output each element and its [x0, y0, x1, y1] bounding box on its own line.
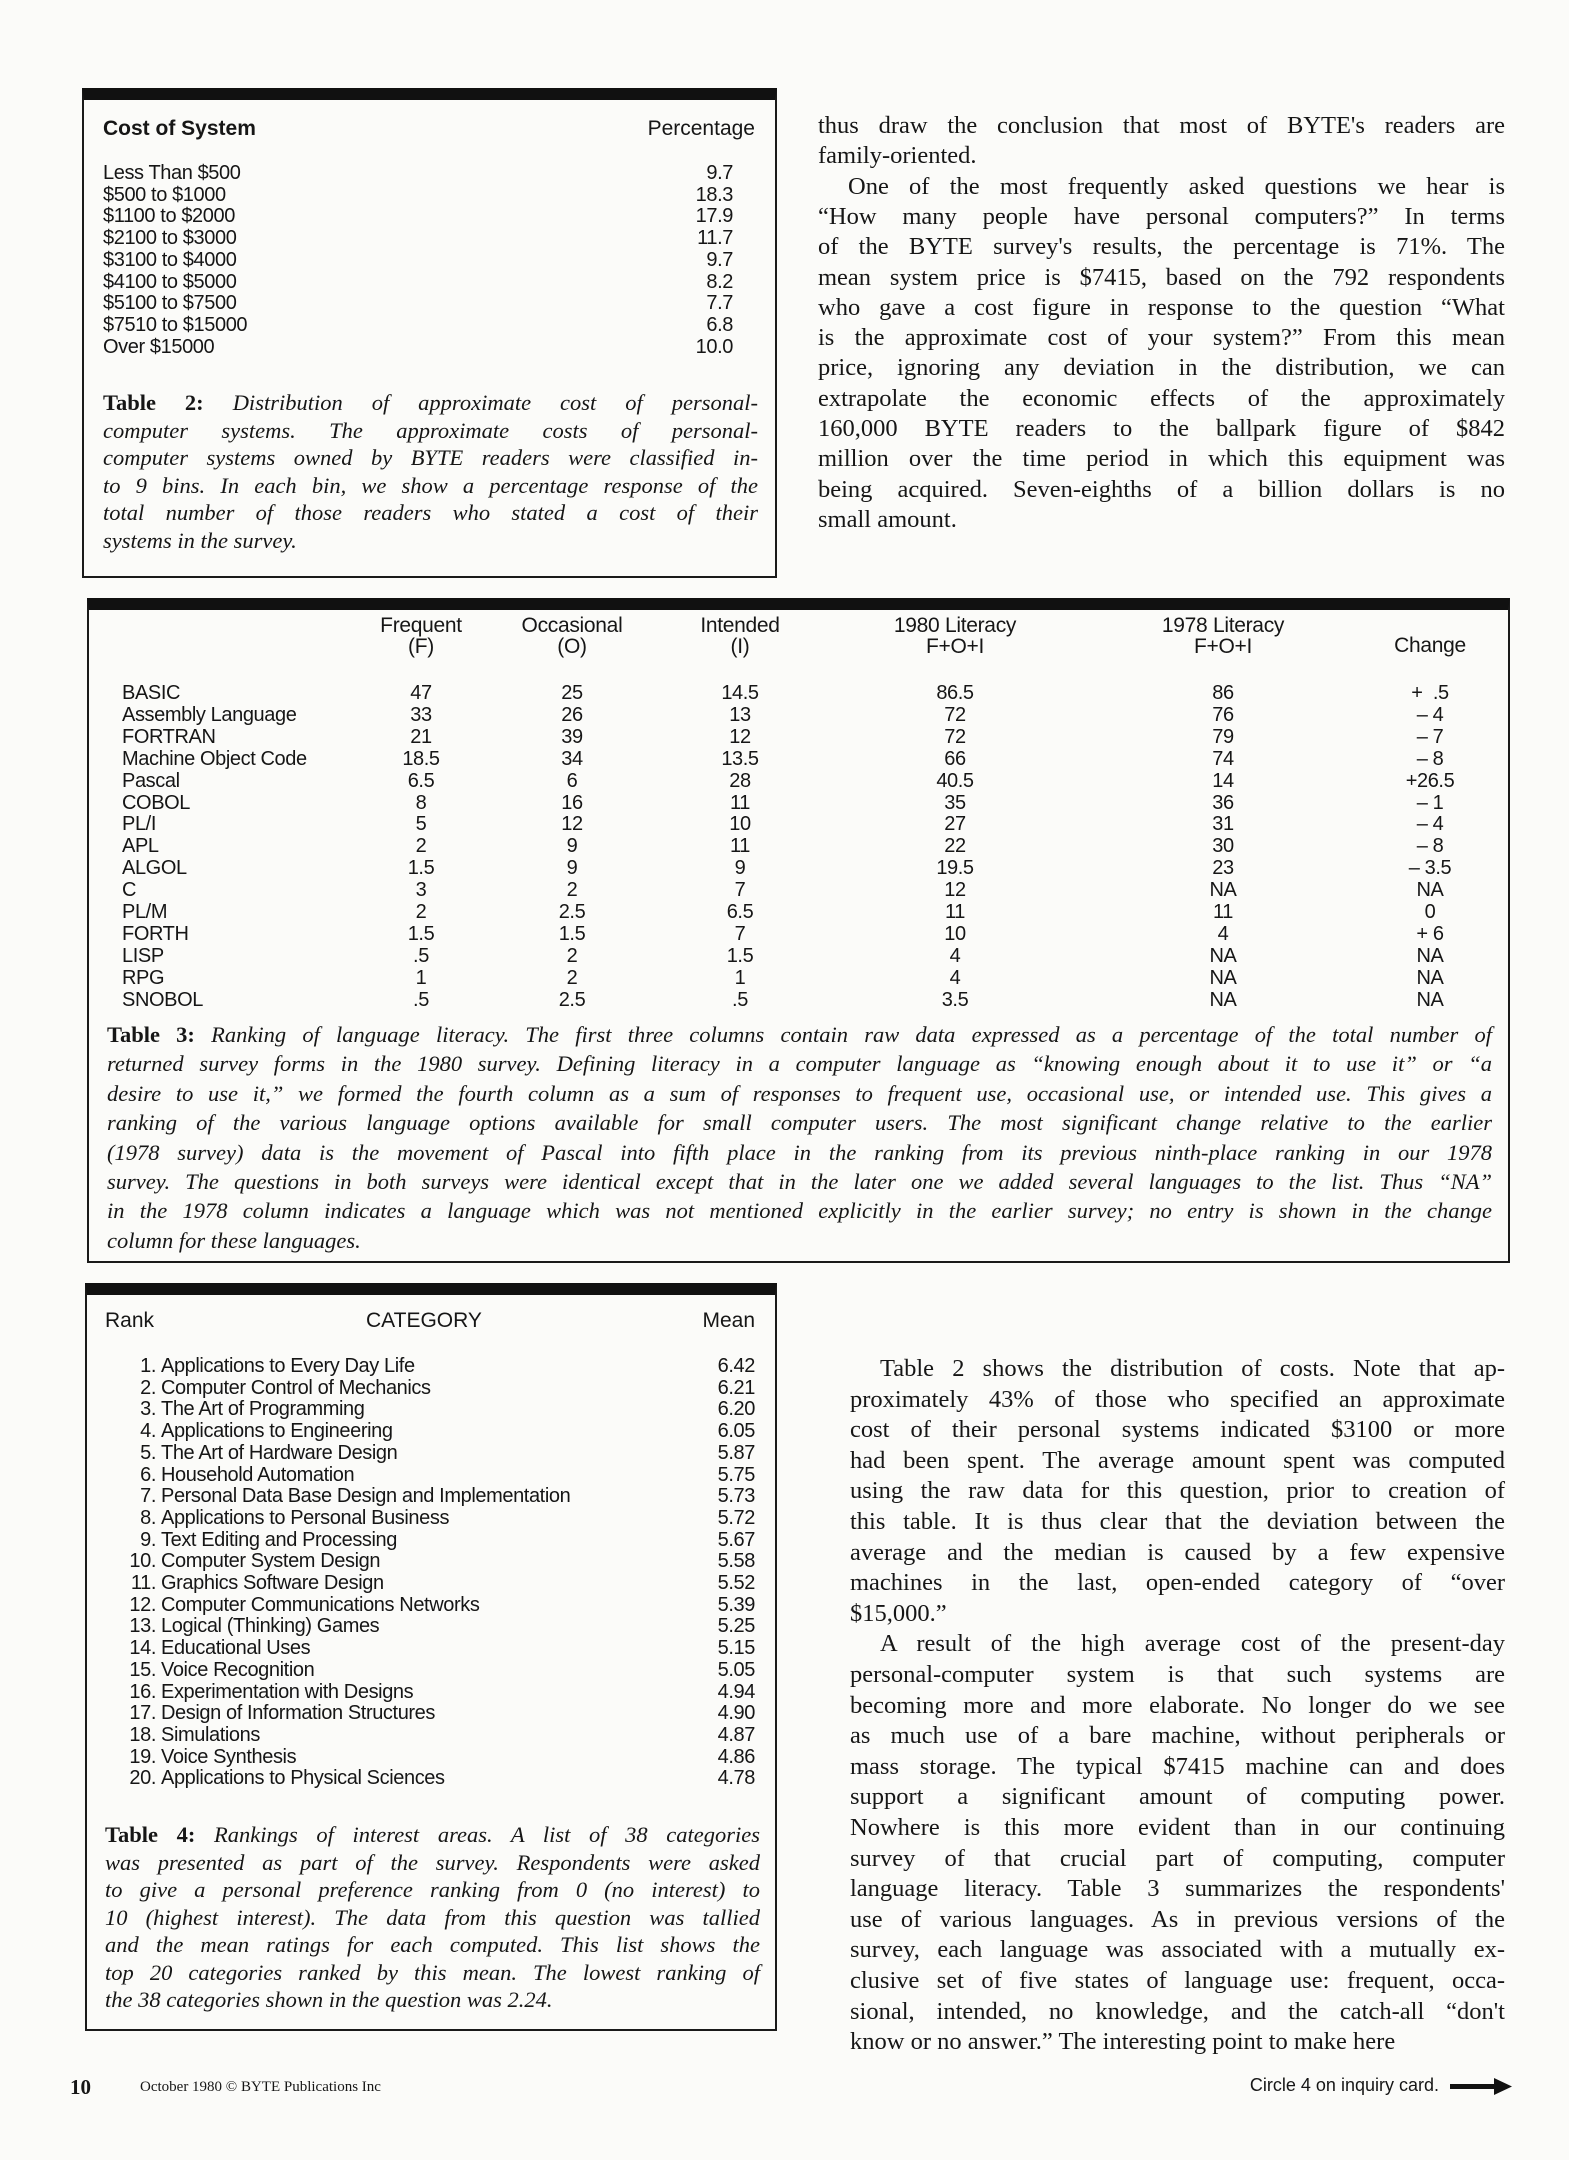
cost-range: $3100 to $4000: [103, 248, 237, 271]
language-name: BASIC: [122, 682, 181, 704]
table-cell: 4: [1217, 922, 1229, 945]
language-name: LISP: [122, 944, 164, 967]
caption-line: [107, 1198, 1492, 1224]
table-cell: 13: [729, 703, 751, 726]
category-name: Graphics Software Design: [161, 1572, 384, 1594]
table-cell: 16: [561, 791, 583, 814]
table-2-header-percentage: Percentage: [647, 117, 755, 140]
text-line: know or no answer.” The interesting point to make here: [850, 2028, 1396, 2056]
table-cell: 34: [561, 747, 583, 770]
language-name: ALGOL: [122, 857, 187, 880]
caption-text: desire to use it,” we formed the fourth column as a sum of responses to frequent use, occasional use, or intended use. This gives a: [107, 1080, 1492, 1106]
table-cell: 19.5: [936, 857, 974, 880]
mean-value: 5.52: [717, 1572, 755, 1594]
mean-value: 6.05: [717, 1420, 755, 1443]
table-cell: NA: [1209, 988, 1237, 1011]
language-name: FORTH: [122, 922, 189, 945]
rank-number: 1.: [140, 1355, 156, 1377]
category-name: Applications to Engineering: [161, 1420, 393, 1443]
table-cell: 1.5: [407, 922, 435, 945]
mean-value: 5.87: [717, 1441, 755, 1464]
mean-value: 5.75: [717, 1463, 755, 1486]
text-line: support a significant amount of computing power.: [850, 1783, 1505, 1811]
text-line: million over the time period in which this equipment was: [818, 445, 1505, 473]
table-cell: 26: [561, 703, 583, 726]
rank-number: 13.: [129, 1615, 156, 1638]
table-cell: 3.5: [941, 988, 969, 1011]
caption-line: [107, 1140, 1492, 1166]
table-cell: + 6: [1416, 922, 1444, 945]
table-cell: 11: [730, 835, 750, 858]
table-cell: – 7: [1416, 725, 1444, 748]
text-line: becoming more and more elaborate. No longer do we see: [850, 1691, 1505, 1719]
caption-line: [103, 473, 758, 499]
column-header: 1978 Literacy: [1161, 614, 1285, 637]
rank-number: 20.: [129, 1767, 156, 1790]
language-name: FORTRAN: [122, 725, 216, 748]
column-header-sub: (F): [408, 635, 434, 658]
table-cell: 36: [1212, 791, 1234, 814]
caption-line: [105, 1987, 760, 2013]
table-cell: – 8: [1416, 747, 1444, 770]
caption-text: in the 1978 column indicates a language which was not mentioned explicitly in the earlier survey; no entry is shown in the change: [107, 1198, 1492, 1224]
caption-line: [103, 445, 758, 471]
category-name: Simulations: [161, 1723, 260, 1746]
table-cell: 9: [566, 857, 578, 880]
caption-text: total number of those readers who stated a cost of their: [103, 500, 758, 526]
table-cell: NA: [1209, 966, 1237, 989]
text-line: survey, each language was associated with a mutually ex-: [850, 1936, 1505, 1964]
page-number: 10: [70, 2075, 91, 2099]
table-cell: 11: [730, 791, 750, 814]
table-cell: 1.5: [726, 944, 754, 967]
language-name: COBOL: [122, 791, 191, 814]
table-cell: 18.5: [402, 747, 440, 770]
text-line: “How many people have personal computers?” In terms: [818, 202, 1505, 230]
table-cell: 9: [566, 835, 578, 858]
percentage-value: 9.7: [706, 248, 733, 271]
mean-value: 5.05: [717, 1658, 755, 1681]
table-cell: 86.5: [936, 682, 974, 704]
cost-range: $4100 to $5000: [103, 270, 237, 293]
category-name: Computer Control of Mechanics: [161, 1376, 431, 1399]
category-name: Computer Communications Networks: [161, 1593, 480, 1616]
mean-value: 4.90: [717, 1702, 755, 1725]
table-cell: 2.5: [558, 901, 586, 923]
caption-label: Table 2:: [103, 390, 204, 415]
rank-number: 16.: [129, 1680, 156, 1703]
text-line: being acquired. Seven-eighths of a billion dollars is no: [818, 475, 1505, 503]
caption-line: [105, 1960, 760, 1986]
text-line: survey of that crucial part of computing, computer: [850, 1844, 1505, 1872]
inquiry-note: Circle 4 on inquiry card.: [1249, 2075, 1439, 2095]
table-cell: 10: [944, 922, 966, 945]
column-header: Occasional: [521, 614, 623, 637]
percentage-value: 17.9: [695, 205, 733, 228]
mean-value: 4.87: [717, 1723, 755, 1746]
cost-range: $7510 to $15000: [103, 313, 248, 336]
mean-value: 5.25: [717, 1615, 755, 1638]
language-name: Assembly Language: [122, 703, 297, 726]
category-name: Applications to Personal Business: [161, 1506, 450, 1529]
table-cell: 1: [734, 966, 746, 989]
mean-value: 6.20: [717, 1398, 755, 1421]
table-cell: 13.5: [721, 747, 759, 770]
text-line: language literacy. Table 3 summarizes the respondents': [850, 1875, 1505, 1903]
issue-info: October 1980 © BYTE Publications Inc: [140, 2079, 381, 2095]
text-line: mass storage. The typical $7415 machine can and does: [850, 1752, 1505, 1780]
caption-line: [107, 1022, 1492, 1048]
caption-line: [105, 1850, 760, 1876]
table-cell: 27: [944, 813, 966, 836]
text-line: Table 2 shows the distribution of costs. Note that ap-: [880, 1355, 1505, 1382]
caption-text: and the mean ratings for each computed. This list shows the: [105, 1932, 760, 1957]
table-cell: 33: [410, 703, 432, 726]
table-cell: 1.5: [407, 857, 435, 880]
table-2-header-cost: Cost of System: [103, 117, 256, 140]
text-line: average and the median is caused by a few expensive: [850, 1538, 1505, 1566]
caption-line: [105, 1877, 760, 1903]
table-4-header-mean: Mean: [702, 1309, 755, 1332]
table-cell: 30: [1212, 835, 1234, 858]
rank-number: 14.: [129, 1637, 156, 1660]
table-cell: – 1: [1416, 791, 1444, 814]
table-cell: 66: [944, 747, 966, 770]
mean-value: 5.67: [717, 1528, 755, 1551]
caption-text: systems in the survey.: [103, 528, 297, 553]
percentage-value: 9.7: [706, 162, 733, 184]
text-line: use of various languages. As in previous versions of the: [850, 1905, 1505, 1933]
table-cell: 8: [415, 791, 427, 814]
text-line: as much use of a bare machine, without peripherals or: [850, 1722, 1505, 1750]
category-name: Applications to Every Day Life: [161, 1355, 415, 1377]
text-line: clusive set of five states of language use: frequent, occa-: [850, 1967, 1505, 1994]
language-name: PL/M: [122, 901, 168, 923]
cost-range: $1100 to $2000: [103, 205, 235, 228]
caption-line: [107, 1051, 1492, 1077]
mean-value: 5.73: [717, 1485, 755, 1508]
table-cell: – 8: [1416, 835, 1444, 858]
table-cell: 2.5: [558, 988, 586, 1011]
caption-text: (1978 survey) data is the movement of Pascal into fifth place in the ranking from its previous ninth-place ranking in our 1978: [107, 1139, 1492, 1165]
table-cell: +26.5: [1405, 769, 1455, 792]
caption-text: to 9 bins. In each bin, we show a percentage response of the: [103, 472, 758, 498]
rank-number: 5.: [140, 1441, 156, 1464]
rank-number: 18.: [129, 1723, 156, 1746]
table-cell: 0: [1424, 901, 1436, 923]
table-cell: NA: [1209, 879, 1237, 902]
language-name: SNOBOL: [122, 988, 203, 1011]
table-cell: .5: [413, 988, 429, 1011]
column-header-sub: (I): [730, 635, 750, 658]
text-line: One of the most frequently asked questions we hear is: [848, 172, 1505, 200]
table-cell: 6.5: [407, 769, 435, 792]
caption-text: was presented as part of the survey. Respondents were asked: [105, 1849, 760, 1875]
text-line: $15,000.”: [850, 1599, 947, 1627]
category-name: Educational Uses: [161, 1637, 311, 1660]
rank-number: 19.: [129, 1745, 156, 1768]
table-cell: 2: [566, 966, 578, 989]
language-name: APL: [122, 835, 159, 858]
table-cell: 76: [1212, 703, 1234, 726]
text-line: cost of their personal systems indicated $3100 or more: [850, 1416, 1505, 1444]
table-cell: 2: [415, 835, 427, 858]
caption-text: to give a personal preference ranking from 0 (no interest) to: [105, 1877, 760, 1902]
caption-text: column for these languages.: [107, 1227, 361, 1253]
rank-number: 2.: [140, 1376, 156, 1399]
percentage-value: 11.7: [697, 227, 733, 250]
table-cell: 9: [734, 857, 746, 880]
text-line: Nowhere is this more evident than in our continuing: [850, 1814, 1505, 1841]
language-name: PL/I: [122, 813, 156, 836]
table-cell: 74: [1212, 747, 1234, 770]
column-header-sub: (O): [557, 635, 587, 658]
text-line: personal-computer system is that such systems are: [850, 1661, 1505, 1688]
caption-text: ranking of the various language options available for small computer users. The most significant change relative to the earlier: [107, 1110, 1492, 1136]
mean-value: 5.72: [717, 1506, 755, 1529]
table-4-header-category: CATEGORY: [366, 1309, 482, 1332]
percentage-value: 18.3: [695, 183, 733, 206]
rank-number: 15.: [129, 1658, 156, 1681]
table-cell: 47: [410, 682, 432, 704]
table-cell: 22: [944, 835, 966, 858]
table-cell: 1: [415, 966, 427, 989]
mean-value: 4.94: [717, 1680, 755, 1703]
mean-value: 6.42: [717, 1355, 755, 1377]
percentage-value: 10.0: [695, 335, 733, 358]
text-line: extrapolate the economic effects of the approximately: [818, 384, 1505, 412]
text-line: mean system price is $7415, based on the 792 respondents: [818, 263, 1505, 291]
table-cell: .5: [413, 944, 429, 967]
caption-label: Table 3:: [107, 1022, 195, 1047]
table-cell: 3: [415, 879, 427, 902]
table-cell: 28: [729, 769, 751, 792]
rank-number: 10.: [129, 1550, 156, 1573]
text-line: using the raw data for this question, prior to creation of: [850, 1477, 1505, 1505]
rank-number: 6.: [140, 1463, 156, 1486]
caption-text: computer systems owned by BYTE readers were classified in-: [103, 445, 758, 471]
table-cell: 12: [729, 725, 751, 748]
caption-line: [105, 1932, 760, 1958]
caption-text: Rankings of interest areas. A list of 38 categories: [214, 1822, 761, 1847]
table-cell: 86: [1212, 682, 1234, 704]
table-cell: 7: [734, 879, 746, 902]
category-name: Voice Recognition: [161, 1658, 315, 1681]
table-cell: 5: [415, 813, 427, 836]
category-name: Personal Data Base Design and Implementation: [161, 1485, 571, 1508]
table-cell: – 3.5: [1408, 857, 1452, 880]
table-cell: NA: [1209, 944, 1237, 967]
caption-text: computer systems. The approximate costs of personal-: [103, 417, 758, 443]
rank-number: 12.: [129, 1593, 156, 1616]
rank-number: 3.: [140, 1398, 156, 1421]
table-cell: – 4: [1416, 813, 1444, 836]
caption-text: returned survey forms in the 1980 survey. Defining literacy in a computer language as “knowing enough about it to use it” or “a: [107, 1051, 1492, 1077]
mean-value: 5.58: [717, 1550, 755, 1573]
caption-line: [107, 1169, 1492, 1195]
category-name: Voice Synthesis: [161, 1745, 297, 1768]
rank-number: 7.: [140, 1485, 156, 1508]
table-cell: 6.5: [726, 901, 754, 923]
rank-number: 4.: [140, 1420, 156, 1443]
caption-text: top 20 categories ranked by this mean. The lowest ranking of: [105, 1959, 760, 1985]
text-line: small amount.: [818, 505, 957, 533]
language-name: C: [122, 879, 137, 902]
caption-label: Table 4:: [105, 1822, 196, 1847]
table-cell: 6: [566, 769, 578, 792]
caption-text: the 38 categories shown in the question was 2.24.: [105, 1987, 553, 2012]
table-cell: 12: [944, 879, 966, 902]
table-cell: 39: [561, 725, 583, 748]
column-header: 1980 Literacy: [893, 614, 1017, 637]
table-cell: 25: [561, 682, 583, 704]
caption-line: [103, 500, 758, 526]
text-line: 160,000 BYTE readers to the ballpark figure of $842: [818, 415, 1505, 442]
text-line: thus draw the conclusion that most of BYTE's readers are: [818, 112, 1505, 139]
table-4-header-rank: Rank: [105, 1309, 155, 1332]
column-header: Frequent: [380, 614, 462, 637]
table-cell: NA: [1416, 966, 1444, 989]
table-cell: 4: [949, 944, 961, 967]
table-cell: NA: [1416, 944, 1444, 967]
text-line: is the approximate cost of your system?” From this mean: [818, 324, 1505, 352]
caption-text: Distribution of approximate cost of personal-: [232, 390, 759, 415]
caption-line: [107, 1081, 1492, 1107]
caption-line: [105, 1905, 760, 1931]
category-name: Applications to Physical Sciences: [161, 1767, 445, 1790]
category-name: Logical (Thinking) Games: [161, 1615, 380, 1638]
text-line: of the BYTE survey's results, the percentage is 71%. The: [818, 233, 1505, 261]
rank-number: 8.: [140, 1506, 156, 1529]
percentage-value: 7.7: [706, 292, 733, 315]
table-cell: + .5: [1411, 682, 1449, 704]
rank-number: 17.: [129, 1702, 156, 1725]
rank-number: 11.: [130, 1572, 156, 1594]
arrow-right-icon: [1450, 2077, 1512, 2095]
category-name: Design of Information Structures: [161, 1702, 435, 1725]
cost-range: $5100 to $7500: [103, 292, 237, 315]
cost-range: $2100 to $3000: [103, 227, 237, 250]
caption-text: survey. The questions in both surveys were identical except that in the later one we added several languages to the list. Thus “NA”: [107, 1169, 1492, 1194]
table-cell: 11: [1213, 901, 1233, 923]
column-header-sub: F+O+I: [1193, 635, 1253, 658]
language-name: Machine Object Code: [122, 747, 307, 770]
caption-text: 10 (highest interest). The data from this question was tallied: [105, 1904, 760, 1930]
cost-range: Over $15000: [103, 335, 215, 358]
category-name: The Art of Programming: [161, 1398, 365, 1421]
text-line: family-oriented.: [818, 142, 977, 170]
caption-line: [103, 390, 758, 416]
mean-value: 6.21: [717, 1376, 755, 1399]
caption-line: [107, 1228, 1492, 1254]
category-name: Household Automation: [161, 1463, 355, 1486]
mean-value: 5.39: [717, 1593, 755, 1616]
column-header-sub: F+O+I: [925, 635, 985, 658]
table-cell: 12: [561, 813, 583, 836]
text-line: had been spent. The average amount spent was computed: [850, 1446, 1505, 1474]
table-cell: 35: [944, 791, 966, 814]
caption-text: Ranking of language literacy. The first three columns contain raw data expressed as a percentage of the total number of: [211, 1022, 1493, 1047]
cost-range: Less Than $500: [103, 162, 241, 184]
table-cell: NA: [1416, 988, 1444, 1011]
table-cell: 2: [415, 901, 427, 923]
table-cell: 7: [734, 922, 746, 945]
text-line: A result of the high average cost of the present-day: [880, 1630, 1505, 1658]
language-name: Pascal: [122, 769, 180, 792]
category-name: The Art of Hardware Design: [161, 1441, 398, 1464]
table-cell: 23: [1212, 857, 1234, 880]
table-cell: 31: [1212, 813, 1234, 836]
text-line: price, ignoring any deviation in the distribution, we can: [818, 354, 1505, 382]
table-cell: 72: [944, 703, 966, 726]
table-cell: .5: [732, 988, 748, 1011]
table-cell: 40.5: [936, 769, 974, 792]
table-cell: NA: [1416, 879, 1444, 902]
text-line: proximately 43% of those who specified an approximate: [850, 1385, 1505, 1413]
table-cell: 4: [949, 966, 961, 989]
table-cell: 14: [1212, 769, 1234, 792]
cost-range: $500 to $1000: [103, 183, 226, 206]
text-line: who gave a cost figure in response to the question “What: [818, 293, 1505, 321]
category-name: Computer System Design: [161, 1550, 381, 1573]
table-cell: 2: [566, 879, 578, 902]
table-cell: 11: [945, 901, 965, 923]
table-cell: 1.5: [558, 922, 586, 945]
percentage-value: 6.8: [706, 313, 733, 336]
mean-value: 4.78: [717, 1767, 755, 1790]
rank-number: 9.: [140, 1528, 156, 1551]
table-cell: 14.5: [721, 682, 759, 704]
column-header-sub: Change: [1394, 634, 1466, 657]
category-name: Experimentation with Designs: [161, 1680, 414, 1703]
category-name: Text Editing and Processing: [161, 1528, 398, 1551]
text-line: sional, intended, no knowledge, and the catch-all “don't: [850, 1997, 1505, 2025]
table-cell: 10: [729, 813, 751, 836]
table-cell: 79: [1212, 725, 1234, 748]
caption-line: [103, 528, 758, 554]
language-name: RPG: [122, 966, 165, 989]
column-header: Intended: [700, 614, 780, 637]
table-cell: 2: [566, 944, 578, 967]
caption-line: [107, 1110, 1492, 1136]
mean-value: 5.15: [717, 1637, 755, 1660]
text-line: this table. It is thus clear that the deviation between the: [850, 1508, 1505, 1535]
table-cell: – 4: [1416, 703, 1444, 726]
caption-line: [105, 1822, 760, 1848]
text-line: machines in the last, open-ended category of “over: [850, 1569, 1505, 1597]
mean-value: 4.86: [717, 1745, 755, 1768]
caption-line: [103, 418, 758, 444]
table-cell: 72: [944, 725, 966, 748]
percentage-value: 8.2: [706, 270, 733, 293]
table-cell: 21: [410, 725, 432, 748]
